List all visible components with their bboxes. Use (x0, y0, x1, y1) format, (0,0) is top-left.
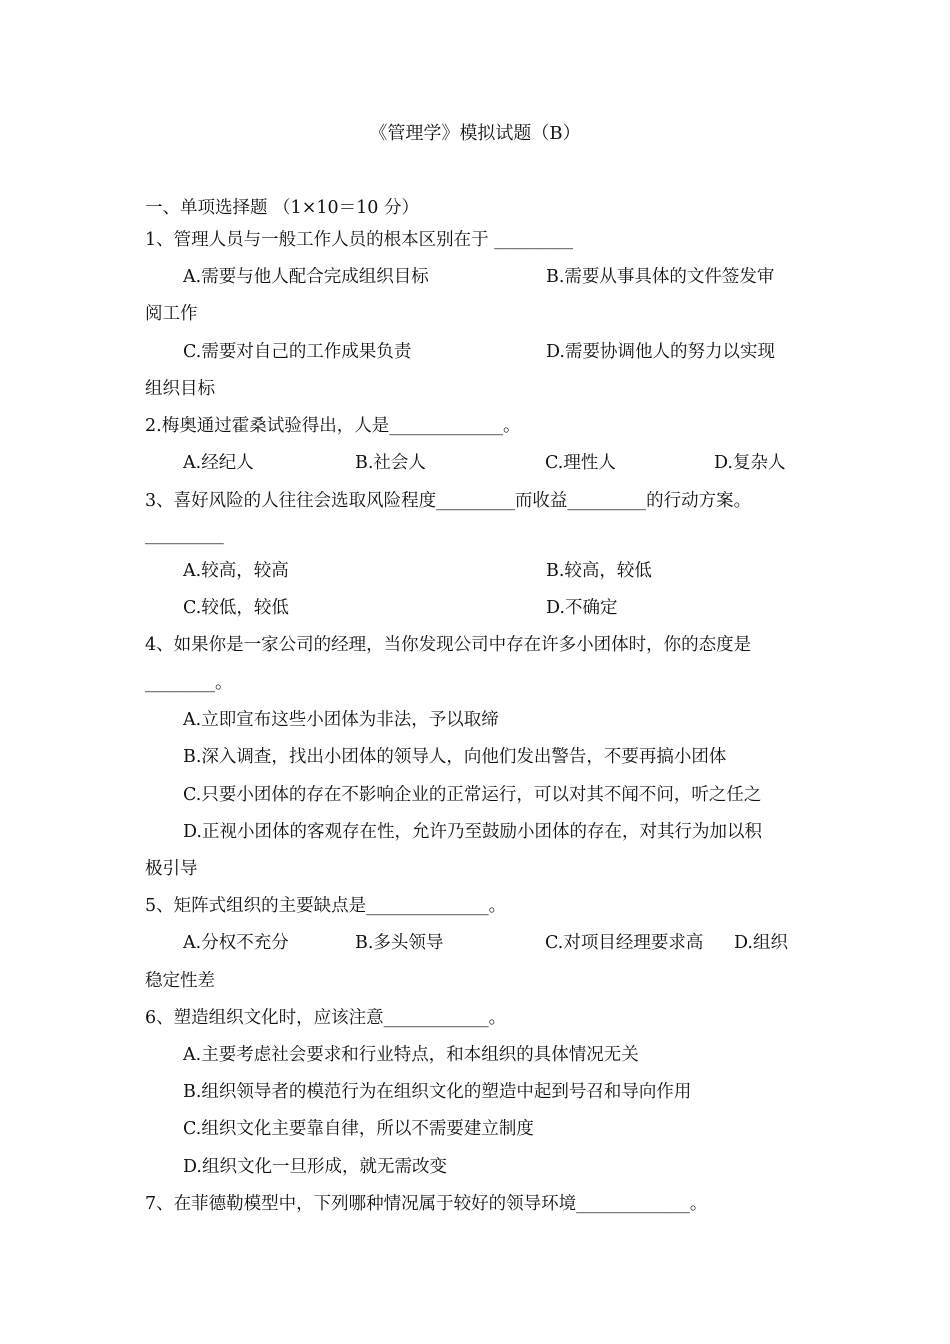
question-3-stem-cont: _________ (145, 525, 224, 545)
question-4-option-d: D.正视小团体的客观存在性，允许乃至鼓励小团体的存在，对其行为加以积 (183, 822, 762, 842)
question-5-option-d: D.组织 (734, 933, 788, 953)
question-1-option-b: B.需要从事具体的文件签发审 (546, 267, 775, 287)
question-4-option-a: A.立即宣布这些小团体为非法，予以取缔 (183, 710, 499, 730)
question-6-option-d: D.组织文化一旦形成，就无需改变 (183, 1157, 447, 1177)
question-3-option-d: D.不确定 (546, 598, 618, 618)
question-6-stem: 6、塑造组织文化时，应该注意____________。 (145, 1008, 507, 1028)
question-5-option-d-cont: 稳定性差 (145, 971, 215, 991)
question-4-option-c: C.只要小团体的存在不影响企业的正常运行，可以对其不闻不问，听之任之 (183, 785, 762, 805)
question-2-stem: 2.梅奥通过霍桑试验得出，人是_____________。 (145, 416, 521, 436)
question-1-option-a: A.需要与他人配合完成组织目标 (183, 267, 429, 287)
question-4-stem: 4、如果你是一家公司的经理，当你发现公司中存在许多小团体时，你的态度是 (145, 635, 752, 655)
document-title: 《管理学》模拟试题（B） (369, 123, 581, 144)
question-1-option-b-cont: 阅工作 (145, 304, 198, 324)
question-3-option-a: A.较高，较高 (183, 561, 289, 581)
question-1-stem: 1、管理人员与一般工作人员的根本区别在于 _________ (145, 230, 573, 250)
question-2-option-d: D.复杂人 (714, 453, 786, 473)
question-5-option-a: A.分权不充分 (183, 933, 289, 953)
question-6-option-b: B.组织领导者的模范行为在组织文化的塑造中起到号召和导向作用 (183, 1082, 692, 1102)
question-1-option-c: C.需要对自己的工作成果负责 (183, 342, 412, 362)
question-2-option-a: A.经纪人 (183, 453, 254, 473)
question-4-option-b: B.深入调查，找出小团体的领导人，向他们发出警告，不要再搞小团体 (183, 747, 727, 767)
question-6-option-a: A.主要考虑社会要求和行业特点，和本组织的具体情况无关 (183, 1045, 639, 1065)
question-5-option-b: B.多头领导 (355, 933, 444, 953)
question-3-option-b: B.较高，较低 (546, 561, 652, 581)
question-1-option-d-cont: 组织目标 (145, 379, 215, 399)
question-4-option-d-cont: 极引导 (145, 859, 198, 879)
question-2-option-c: C.理性人 (545, 453, 616, 473)
question-6-option-c: C.组织文化主要靠自律，所以不需要建立制度 (183, 1119, 534, 1139)
question-5-stem: 5、矩阵式组织的主要缺点是______________。 (145, 896, 507, 916)
question-7-stem: 7、在菲德勒模型中，下列哪种情况属于较好的领导环境_____________。 (145, 1194, 708, 1214)
question-4-stem-cont: ________。 (145, 673, 233, 693)
section-heading: 一、单项选择题 （1×10＝10 分） (145, 198, 419, 218)
question-5-option-c: C.对项目经理要求高 (545, 933, 704, 953)
question-2-option-b: B.社会人 (355, 453, 426, 473)
question-3-stem: 3、喜好风险的人往往会选取风险程度_________而收益_________的行动方案。 (145, 491, 752, 511)
question-3-option-c: C.较低，较低 (183, 598, 289, 618)
question-1-option-d: D.需要协调他人的努力以实现 (546, 342, 775, 362)
